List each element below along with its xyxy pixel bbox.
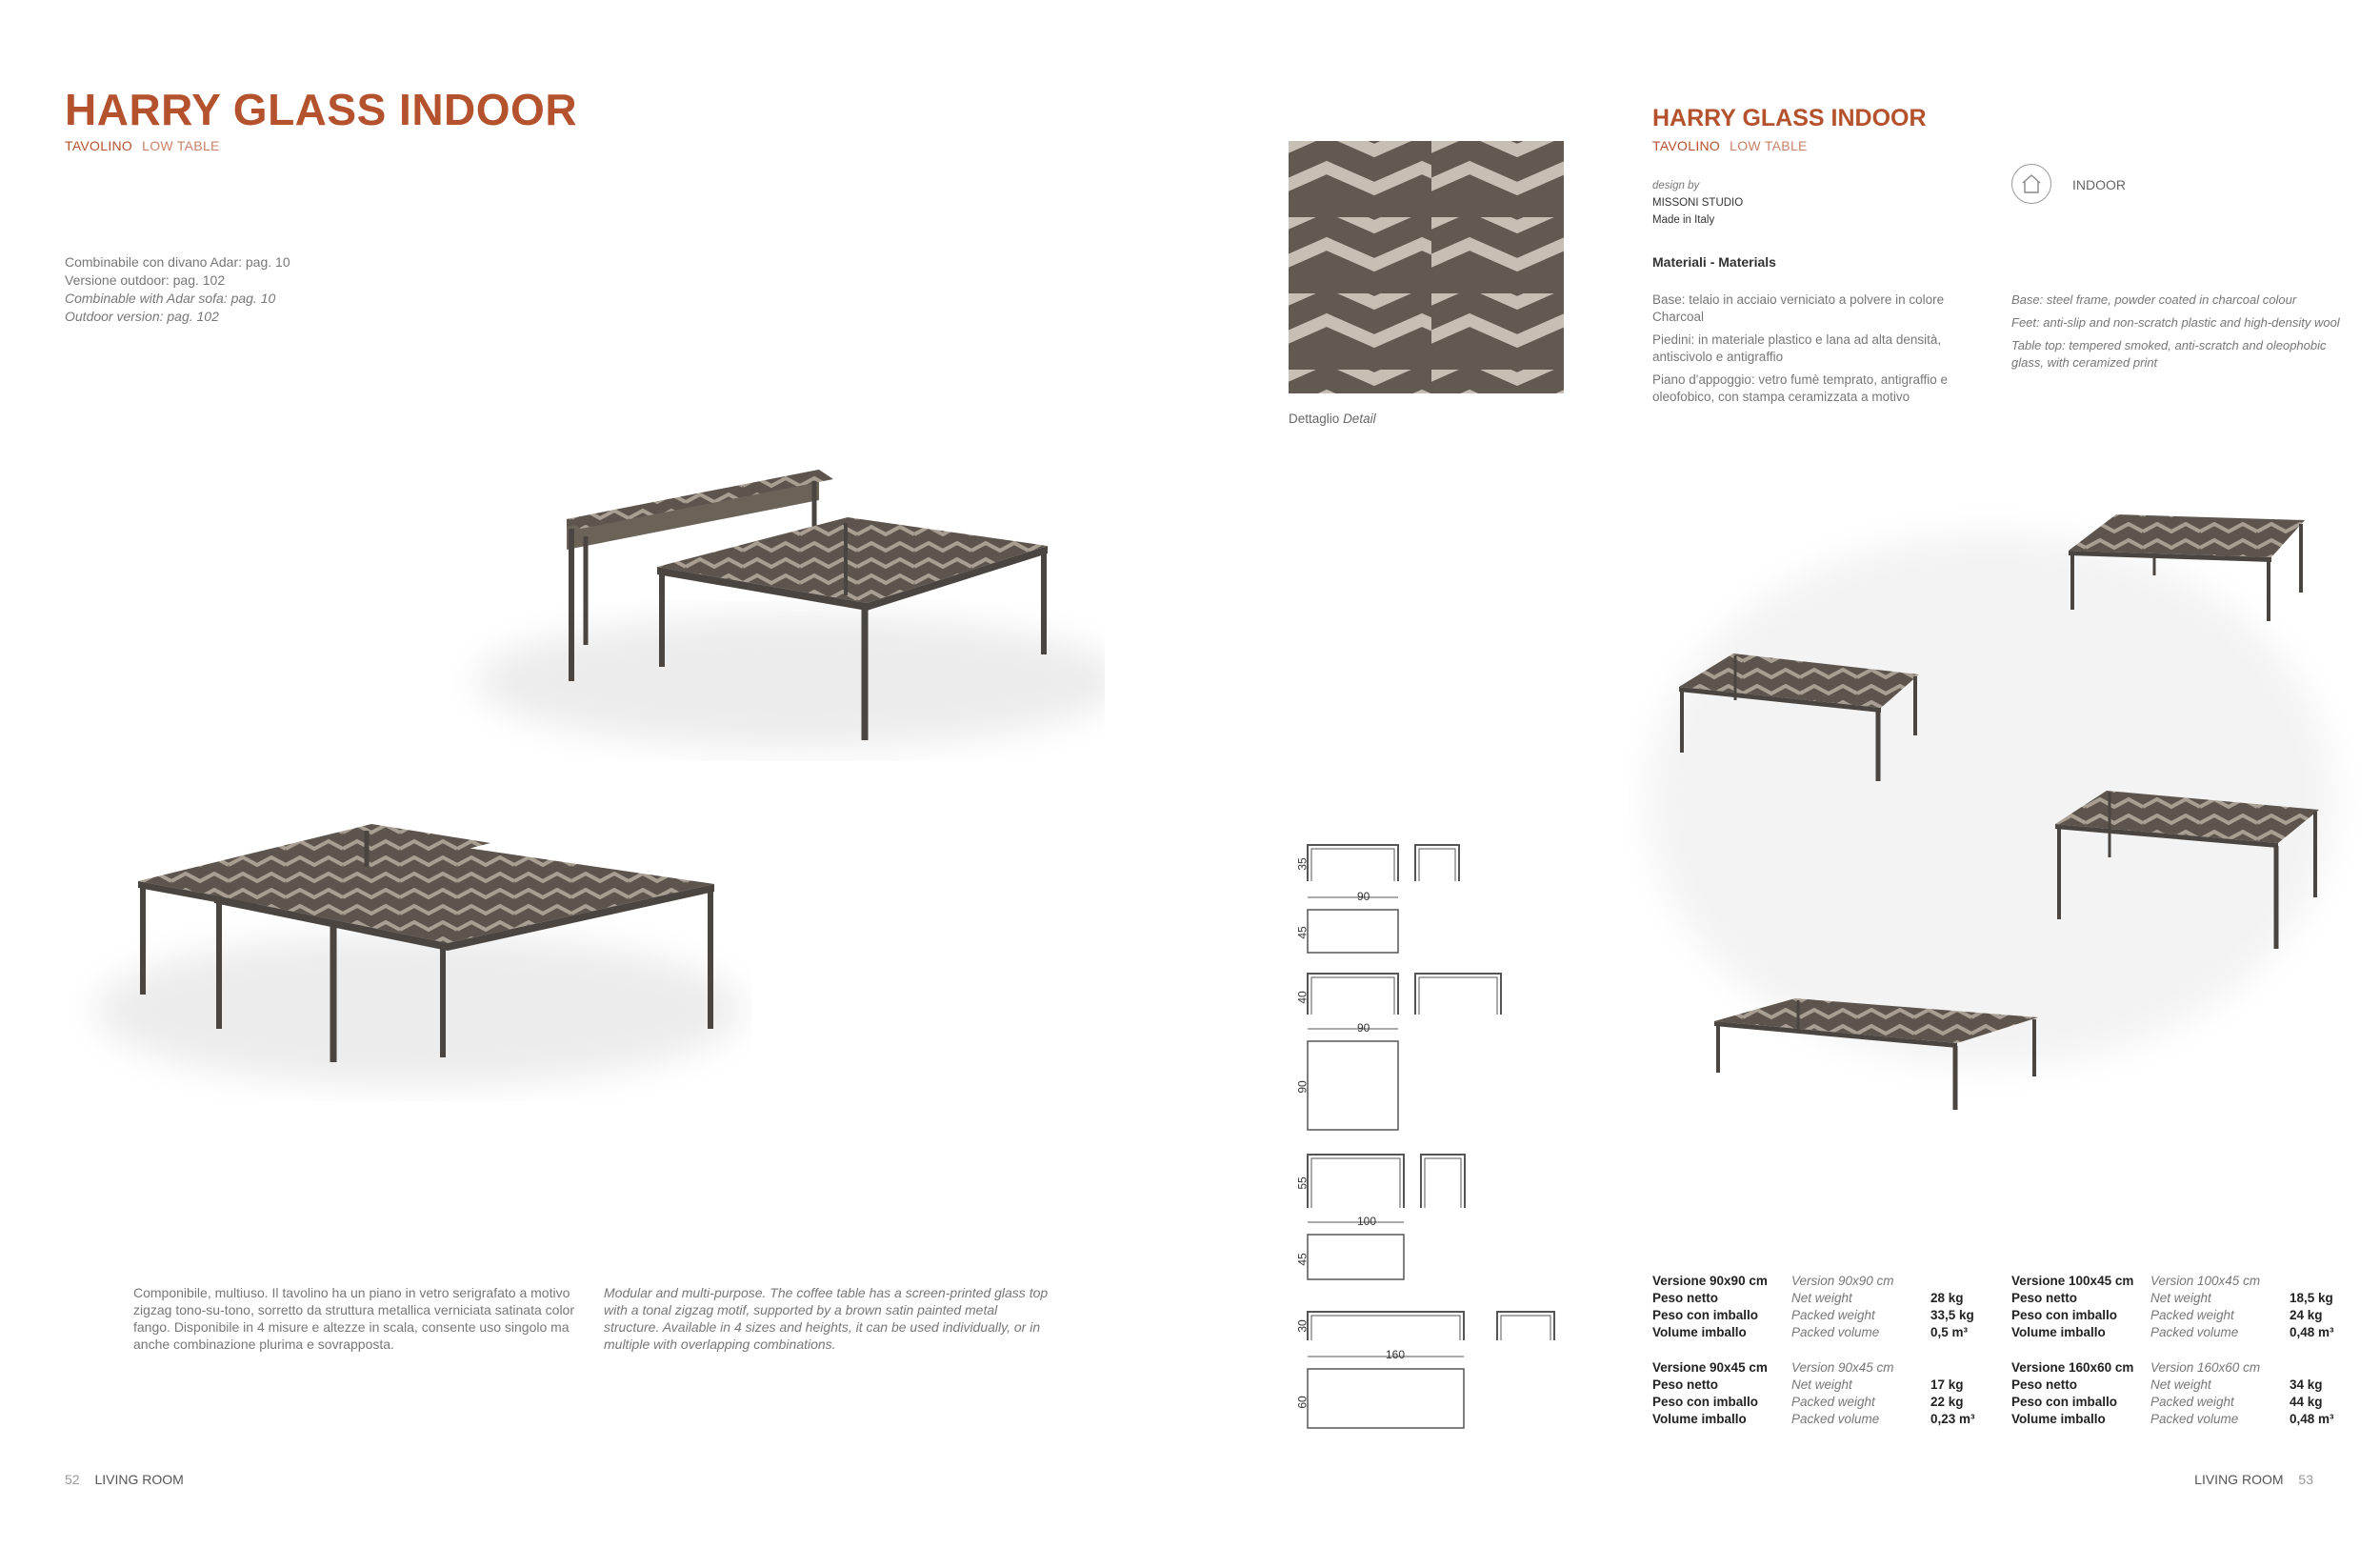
materials-heading: Materiali - Materials xyxy=(1652,254,1776,270)
spec-key-en: Packed volume xyxy=(2150,1412,2239,1426)
design-credits xyxy=(1652,177,1743,229)
house-icon xyxy=(2011,164,2051,204)
page-title: HARRY GLASS INDOOR xyxy=(65,85,578,134)
footer-left xyxy=(65,1472,184,1487)
product-title: HARRY GLASS INDOOR xyxy=(1652,105,1927,131)
section-right: LIVING ROOM xyxy=(2194,1472,2284,1487)
product-photos-right xyxy=(1629,457,2362,1200)
designer-name: MISSONI STUDIO xyxy=(1652,197,1744,209)
spec-value: 33,5 kg xyxy=(1930,1308,1974,1322)
product-photo-stacked-top xyxy=(400,395,1105,795)
spec-key: Volume imballo xyxy=(1652,1325,1747,1339)
spec-key-en: Packed volume xyxy=(1791,1412,1880,1426)
spec-key-en: Packed weight xyxy=(2150,1308,2234,1322)
spec-value: 0,48 m³ xyxy=(2290,1412,2334,1426)
spec-key-en: Packed weight xyxy=(2150,1395,2234,1409)
footer-right xyxy=(2194,1472,2313,1487)
note-sofa-en: Combinable with Adar sofa: pag. 10 xyxy=(65,291,276,306)
spec-key: Peso netto xyxy=(2011,1291,2078,1305)
spec-value: 0,5 m³ xyxy=(1930,1325,1969,1339)
spec-value: 0,23 m³ xyxy=(1930,1412,1975,1426)
description-en: Modular and multi-purpose. The coffee table has a screen-printed glass top with a tonal zigzag motif, supported by a brown satin painted metal structure. Available in 4 sizes and heights, it can be used individually, or in multiple with overlapping combinations. xyxy=(604,1285,1049,1352)
spec-key: Peso netto xyxy=(1652,1377,1719,1392)
pattern-detail-image xyxy=(1289,141,1564,393)
detail-caption-it: Dettaglio xyxy=(1289,412,1340,426)
materials-it xyxy=(1652,292,1967,412)
dim-depth-4: 60 xyxy=(1295,1396,1310,1409)
description-it: Componibile, multiuso. Il tavolino ha un piano in vetro serigrafato a motivo zigzag tono-su-tono, sorretto da struttura metallica verniciata satinata color fango. Disponibile in 4 misure e altezze in scala, consente uso singolo ma anche combinazione plurima e sovrapposta. xyxy=(133,1285,575,1352)
note-outdoor-en: Outdoor version: pag. 102 xyxy=(65,309,219,324)
indoor-badge xyxy=(2011,164,2259,206)
spec-key: Volume imballo xyxy=(1652,1412,1747,1426)
spec-key-en: Net weight xyxy=(1791,1377,1852,1392)
dim-width-1: 90 xyxy=(1357,890,1370,903)
spec-key: Peso netto xyxy=(1652,1291,1719,1305)
spec-key-en: Packed volume xyxy=(2150,1325,2239,1339)
spec-key: Peso netto xyxy=(2011,1377,2078,1392)
made-in-italy: Made in Italy xyxy=(1652,214,1715,226)
design-by-label: design by xyxy=(1652,180,1700,191)
material-base-en: Base: steel frame, powder coated in charcoal colour xyxy=(2011,292,2297,307)
dim-height-4: 30 xyxy=(1295,1319,1310,1333)
spec-key-en: Net weight xyxy=(1791,1291,1852,1305)
spec-key: Peso con imballo xyxy=(2011,1395,2118,1409)
spec-value: 17 kg xyxy=(1930,1377,1964,1392)
spec-block-90x45 xyxy=(1652,1359,2014,1428)
spec-value: 28 kg xyxy=(1930,1291,1964,1305)
dimension-drawings xyxy=(1276,838,1562,1438)
spec-version: Versione 160x60 cm xyxy=(2011,1360,2134,1375)
dim-width-3: 100 xyxy=(1357,1215,1377,1228)
spec-key-en: Net weight xyxy=(2150,1377,2211,1392)
subtitle-it: TAVOLINO xyxy=(65,138,133,153)
spec-block-160x60 xyxy=(2011,1359,2373,1428)
note-sofa-it: Combinabile con divano Adar: pag. 10 xyxy=(65,254,290,270)
spec-key-en: Packed weight xyxy=(1791,1308,1875,1322)
spec-key: Volume imballo xyxy=(2011,1325,2106,1339)
material-feet-it: Piedini: in materiale plastico e lana ad alta densità, antiscivolo e antigraffio xyxy=(1652,332,1942,364)
spec-value: 24 kg xyxy=(2290,1308,2323,1322)
dim-width-4: 160 xyxy=(1386,1348,1406,1361)
spec-version: Versione 90x90 cm xyxy=(1652,1274,1768,1288)
product-subtitle xyxy=(1652,138,1808,153)
dim-width-2: 90 xyxy=(1357,1021,1370,1035)
product-subtitle-en: LOW TABLE xyxy=(1730,138,1808,153)
dim-depth-2: 90 xyxy=(1295,1080,1310,1094)
spec-key: Peso con imballo xyxy=(1652,1395,1759,1409)
subtitle xyxy=(65,138,220,153)
spec-key: Peso con imballo xyxy=(1652,1308,1759,1322)
spec-key: Volume imballo xyxy=(2011,1412,2106,1426)
page-number-left: 52 xyxy=(65,1472,80,1487)
spec-key: Peso con imballo xyxy=(2011,1308,2118,1322)
dim-height-3: 55 xyxy=(1295,1176,1310,1190)
product-subtitle-it: TAVOLINO xyxy=(1652,138,1721,153)
product-photo-stacked-bottom xyxy=(57,791,752,1134)
cross-reference-notes xyxy=(65,253,290,326)
spec-value: 22 kg xyxy=(1930,1395,1964,1409)
spec-version-en: Version 100x45 cm xyxy=(2150,1274,2261,1288)
materials-en xyxy=(2011,292,2345,377)
subtitle-en: LOW TABLE xyxy=(142,138,220,153)
spec-key-en: Packed weight xyxy=(1791,1395,1875,1409)
spec-version-en: Version 90x45 cm xyxy=(1791,1360,1894,1375)
material-base-it: Base: telaio in acciaio verniciato a polvere in colore Charcoal xyxy=(1652,292,1945,324)
spec-version-en: Version 90x90 cm xyxy=(1791,1274,1894,1288)
material-top-en: Table top: tempered smoked, anti-scratch and oleophobic glass, with ceramized print xyxy=(2011,338,2327,370)
dim-height-2: 40 xyxy=(1295,991,1310,1004)
dim-depth-1: 45 xyxy=(1295,926,1310,939)
page-number-right: 53 xyxy=(2298,1472,2313,1487)
spec-block-90x90 xyxy=(1652,1273,2014,1341)
spec-value: 44 kg xyxy=(2290,1395,2323,1409)
spec-block-100x45 xyxy=(2011,1273,2373,1341)
dim-depth-3: 45 xyxy=(1295,1253,1310,1266)
spec-version: Versione 100x45 cm xyxy=(2011,1274,2134,1288)
spec-key-en: Packed volume xyxy=(1791,1325,1880,1339)
spec-value: 0,48 m³ xyxy=(2290,1325,2334,1339)
detail-caption-en: Detail xyxy=(1343,412,1376,426)
spec-key-en: Net weight xyxy=(2150,1291,2211,1305)
detail-caption xyxy=(1289,412,1376,426)
note-outdoor-it: Versione outdoor: pag. 102 xyxy=(65,272,226,288)
indoor-label: INDOOR xyxy=(2072,177,2126,192)
spec-value: 18,5 kg xyxy=(2290,1291,2333,1305)
dim-height-1: 35 xyxy=(1295,857,1310,871)
material-top-it: Piano d'appoggio: vetro fumè temprato, antigraffio e oleofobico, con stampa ceramizzata a motivo xyxy=(1652,372,1949,404)
spec-value: 34 kg xyxy=(2290,1377,2323,1392)
spec-version: Versione 90x45 cm xyxy=(1652,1360,1768,1375)
spec-version-en: Version 160x60 cm xyxy=(2150,1360,2261,1375)
material-feet-en: Feet: anti-slip and non-scratch plastic and high-density wool xyxy=(2011,315,2340,330)
section-left: LIVING ROOM xyxy=(94,1472,184,1487)
